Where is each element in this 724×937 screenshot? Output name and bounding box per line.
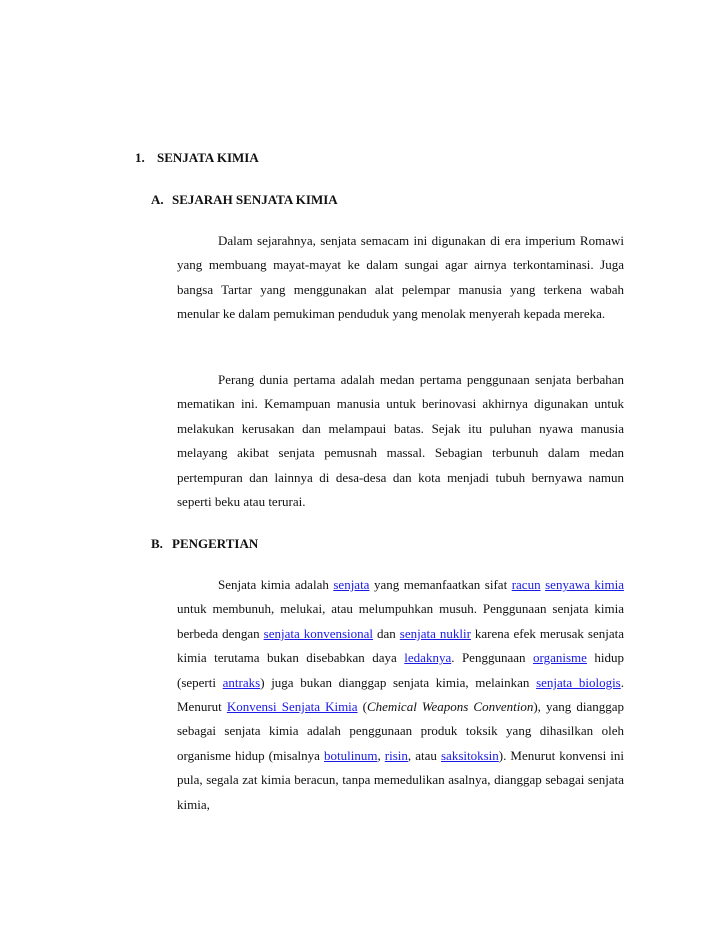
italic-term: Chemical Weapons Convention	[366, 699, 534, 715]
text-run: (	[357, 699, 367, 715]
link-botulinum[interactable]: botulinum	[324, 747, 378, 763]
paragraph-history-2	[177, 368, 624, 514]
text-run: ), yang dianggap sebagai senjata kimia adalah penggunaan produk toksik yang dihasilkan oleh organisme hidup (misalnya	[177, 699, 624, 763]
link-senjata[interactable]: senjata	[333, 577, 370, 592]
text-run: ,	[377, 747, 385, 763]
text-run: . Penggunaan	[451, 650, 533, 666]
text-run: karena efek merusak senjata kimia terutama bukan disebabkan daya	[177, 625, 624, 666]
text-run: yang memanfaatkan sifat	[369, 577, 512, 592]
link-senjata-nuklir[interactable]: senjata nuklir	[399, 625, 471, 641]
link-racun[interactable]: racun	[511, 577, 541, 592]
section-heading-b	[151, 536, 258, 552]
section-heading-a	[151, 192, 338, 208]
link-risin[interactable]: risin	[384, 747, 408, 763]
text-run: . Menurut	[177, 674, 624, 715]
section-letter: B.	[151, 536, 163, 551]
link-konvensi-senjata-kimia[interactable]: Konvensi Senjata Kimia	[226, 699, 358, 715]
section-letter: A.	[151, 192, 164, 207]
text-run: ). Menurut konvensi ini pula, segala zat kimia beracun, tanpa memedulikan asalnya, dianggap sebagai senjata kimia,	[177, 747, 625, 812]
main-heading	[135, 150, 259, 166]
section-title: SEJARAH SENJATA KIMIA	[172, 192, 338, 207]
paragraph-definition	[177, 573, 624, 817]
link-ledaknya[interactable]: ledaknya	[404, 650, 452, 666]
link-senjata-biologis[interactable]: senjata biologis	[536, 674, 621, 690]
text-run: , atau	[407, 747, 441, 763]
link-senjata-konvensional[interactable]: senjata konvensional	[263, 625, 374, 641]
heading-number: 1.	[135, 150, 145, 165]
section-title: PENGERTIAN	[172, 536, 259, 551]
paragraph-history-1	[177, 229, 624, 327]
text-run: ) juga bukan dianggap senjata kimia, melainkan	[260, 674, 537, 690]
link-antraks[interactable]: antraks	[222, 674, 261, 690]
text-run: untuk membunuh, melukai, atau melumpuhkan musuh. Penggunaan senjata kimia berbeda dengan	[177, 601, 624, 641]
paragraph-text: Perang dunia pertama adalah medan pertama penggunaan senjata berbahan mematikan ini. Kemampuan manusia untuk berinovasi akhirnya digunakan untuk melakukan kerusakan dan melampaui batas. Sejak itu puluhan nyawa manusia melayang akibat senjata pemusnah massal. Sebagian terbunuh dalam medan pertempuran dan lainnya di desa-desa dan kota menjadi tubuh bernyawa namun seperti beku atau terurai.	[177, 372, 624, 510]
heading-title: SENJATA KIMIA	[157, 150, 259, 165]
link-organisme[interactable]: organisme	[532, 650, 587, 666]
link-senyawa-kimia[interactable]: senyawa kimia	[545, 577, 624, 592]
text-run: dan	[373, 625, 400, 641]
paragraph-text: Dalam sejarahnya, senjata semacam ini digunakan di era imperium Romawi yang membuang mayat-mayat ke dalam sungai agar airnya terkontaminasi. Juga bangsa Tartar yang menggunakan alat pelempar manusia yang terkena wabah menular ke dalam pemukiman penduduk yang menolak menyerah kepada mereka.	[177, 233, 624, 322]
link-saksitoksin[interactable]: saksitoksin	[440, 747, 499, 763]
text-run: hidup (seperti	[177, 650, 625, 690]
text-run: Senjata kimia adalah	[218, 577, 334, 592]
